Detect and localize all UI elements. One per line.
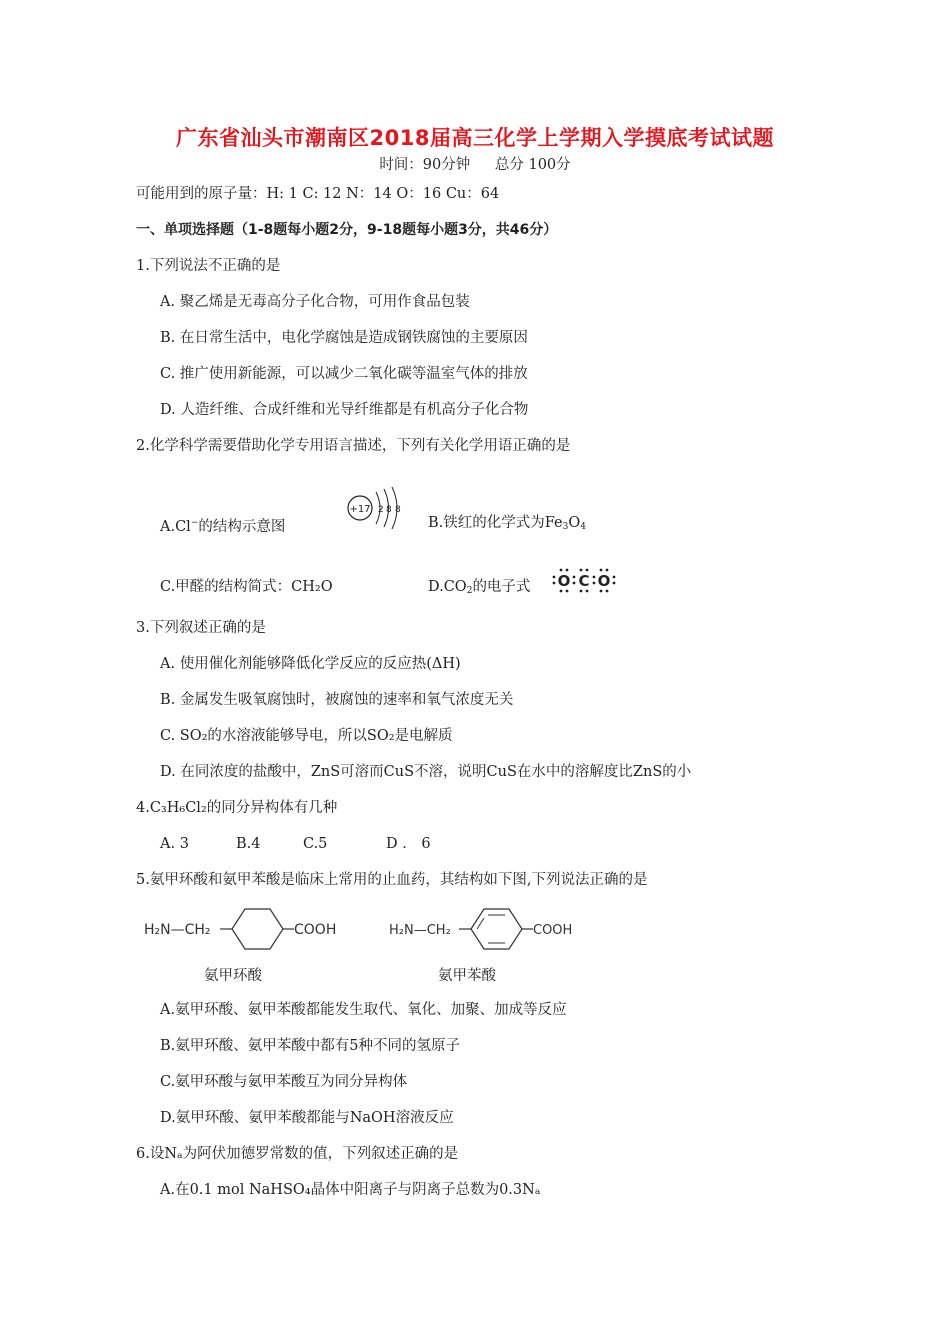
aminomethylbenzoic-left-group: H₂N—CH₂ xyxy=(389,923,451,938)
shell-2-electrons: 8 xyxy=(386,505,392,515)
question-1-option-b: B. 在日常生活中，电化学腐蚀是造成钢铁腐蚀的主要原因 xyxy=(160,330,528,346)
question-4-option-c: C.5 xyxy=(303,836,328,852)
option-b-mid: O xyxy=(568,515,581,531)
tranexamic-acid-structure xyxy=(144,906,344,952)
exam-meta xyxy=(0,153,950,174)
option-a-charge: − xyxy=(190,518,199,528)
exam-time: 时间：90分钟 xyxy=(379,157,471,173)
question-6-stem: 6.设Nₐ为阿伏加德罗常数的值，下列叙述正确的是 xyxy=(136,1146,459,1162)
aminomethylbenzoic-right-group: COOH xyxy=(533,923,573,938)
question-3-option-b: B. 金属发生吸氧腐蚀时，被腐蚀的速率和氧气浓度无关 xyxy=(160,692,514,708)
page-title: 广东省汕头市潮南区2018届高三化学上学期入学摸底考试试题 xyxy=(176,126,774,150)
tranexamic-left-group: H₂N—CH₂ xyxy=(144,922,211,938)
option-d-prefix: D.CO xyxy=(428,579,467,595)
question-3-option-d: D. 在同浓度的盐酸中，ZnS可溶而CuS不溶，说明CuS在水中的溶解度比ZnS的小 xyxy=(160,764,692,780)
lewis-oxygen-right: O xyxy=(597,572,611,590)
question-2-option-a xyxy=(160,513,285,537)
aminomethylbenzoic-acid-label: 氨甲苯酸 xyxy=(438,968,496,984)
question-4-option-a: A. 3 xyxy=(160,836,189,852)
question-4-option-d: D ． 6 xyxy=(386,836,431,852)
shell-1-electrons: 2 xyxy=(378,505,384,515)
lewis-oxygen-left: O xyxy=(557,572,571,590)
shell-3-electrons: 8 xyxy=(395,505,401,515)
option-b-sub1: 3 xyxy=(562,522,569,532)
question-2-option-d xyxy=(428,577,530,601)
question-2-option-b xyxy=(428,513,586,537)
question-1-stem: 1.下列说法不正确的是 xyxy=(136,258,281,274)
question-4-stem: 4.C₃H₆Cl₂的同分异构体有几种 xyxy=(136,800,338,816)
cl-ion-structure-diagram xyxy=(340,486,410,530)
tranexamic-acid-label: 氨甲环酸 xyxy=(204,968,262,984)
co2-electron-formula xyxy=(552,566,616,596)
question-1-option-c: C. 推广使用新能源，可以减少二氧化碳等温室气体的排放 xyxy=(160,366,528,382)
question-5-stem: 5.氨甲环酸和氨甲苯酸是临床上常用的止血药，其结构如下图,下列说法正确的是 xyxy=(136,872,648,888)
option-b-sub2: 4 xyxy=(580,522,586,532)
question-5-option-a: A.氨甲环酸、氨甲苯酸都能发生取代、氧化、加聚、加成等反应 xyxy=(160,1002,567,1018)
option-b-prefix: B.铁红的化学式为Fe xyxy=(428,515,563,531)
question-5-option-d: D.氨甲环酸、氨甲苯酸都能与NaOH溶液反应 xyxy=(160,1110,454,1126)
question-3-stem: 3.下列叙述正确的是 xyxy=(136,620,266,636)
lewis-carbon: C xyxy=(578,572,590,590)
question-3-option-a: A. 使用催化剂能够降低化学反应的反应热(ΔH) xyxy=(160,656,461,672)
aminomethylbenzoic-acid-structure xyxy=(389,906,589,952)
question-5-option-b: B.氨甲环酸、氨甲苯酸中都有5种不同的氢原子 xyxy=(160,1038,460,1054)
question-2-stem: 2.化学科学需要借助化学专用语言描述，下列有关化学用语正确的是 xyxy=(136,438,571,454)
question-6-option-a: A.在0.1 mol NaHSO₄晶体中阳离子与阴离子总数为0.3Nₐ xyxy=(160,1182,541,1198)
atomic-masses: 可能用到的原子量：H: 1 C: 12 N：14 O：16 Cu：64 xyxy=(136,186,500,202)
question-1-option-d: D. 人造纤维、合成纤维和光导纤维都是有机高分子化合物 xyxy=(160,402,529,418)
option-a-prefix: A.Cl xyxy=(160,518,191,535)
question-3-option-c: C. SO₂的水溶液能够导电，所以SO₂是电解质 xyxy=(160,728,453,744)
nucleus-charge: +17 xyxy=(349,504,371,515)
option-a-suffix: 的结构示意图 xyxy=(198,518,286,535)
option-d-sub: 2 xyxy=(466,586,473,596)
question-4-option-b: B.4 xyxy=(236,836,261,852)
section-heading: 一、单项选择题（1-8题每小题2分，9-18题每小题3分，共46分） xyxy=(136,222,558,238)
question-2-option-c: C.甲醛的结构简式：CH₂O xyxy=(160,579,333,595)
option-d-suffix: 的电子式 xyxy=(472,579,531,595)
exam-score: 总分 100分 xyxy=(494,157,571,173)
tranexamic-right-group: COOH xyxy=(294,922,337,938)
question-5-option-c: C.氨甲环酸与氨甲苯酸互为同分异构体 xyxy=(160,1074,408,1090)
question-1-option-a: A. 聚乙烯是无毒高分子化合物，可用作食品包装 xyxy=(160,294,470,310)
